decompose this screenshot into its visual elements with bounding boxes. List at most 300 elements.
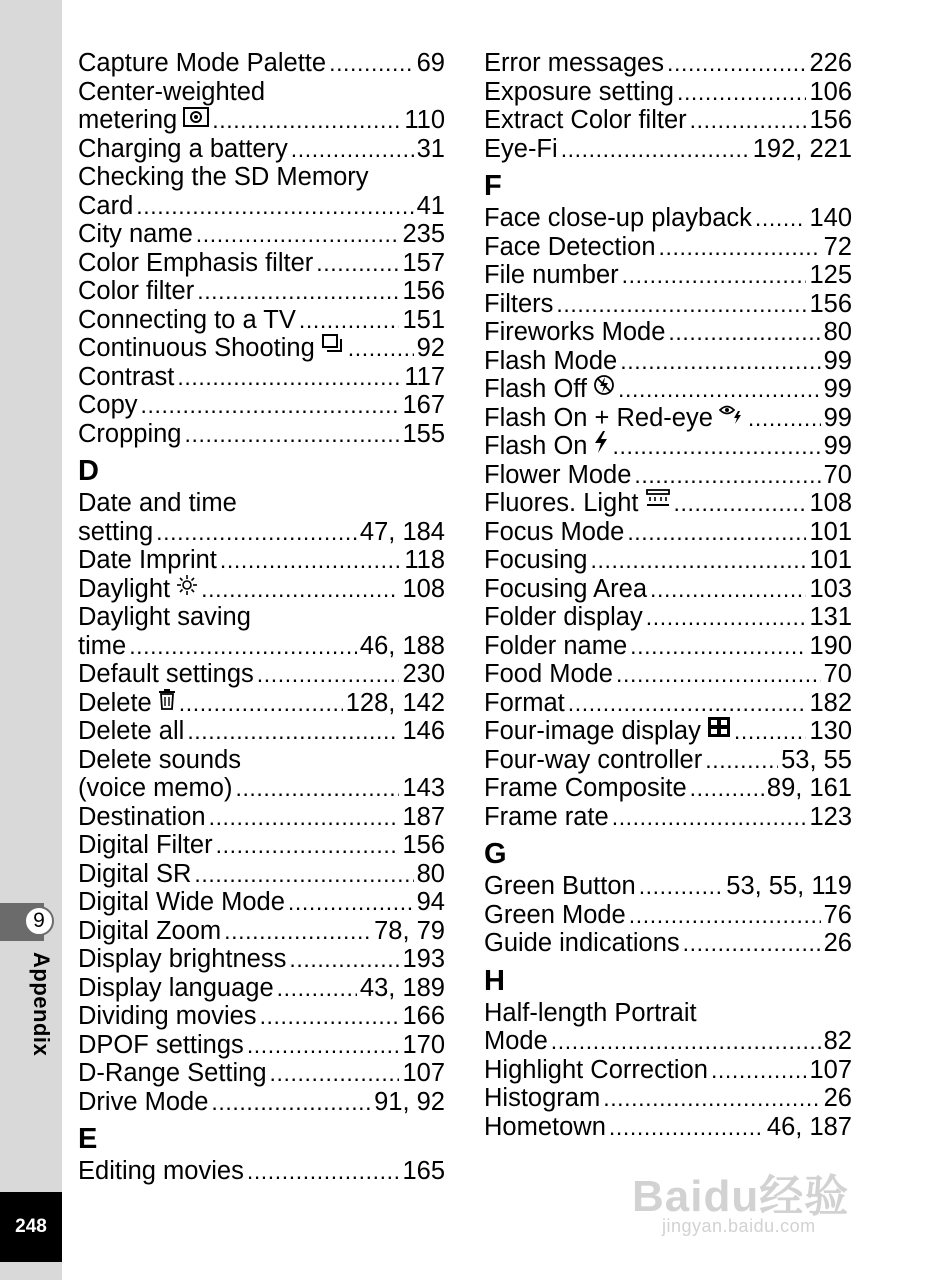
four-grid-icon (707, 716, 731, 745)
dot-leader (568, 689, 807, 718)
entry-page: 89, 161 (766, 774, 852, 802)
entry-term (78, 746, 241, 774)
index-entry-editing-movies (78, 1157, 445, 1186)
index-entry-delete-sounds (78, 746, 445, 775)
index-entry-center-weighted (78, 78, 445, 107)
entry-page: 53, 55, 119 (726, 872, 852, 900)
index-entry-four-image-display (484, 717, 852, 746)
entry-page: 156 (809, 106, 852, 134)
entry-term-text: Fireworks Mode (484, 318, 666, 346)
entry-term (78, 489, 237, 517)
entry-term (484, 999, 697, 1027)
entry-page: 46, 187 (766, 1112, 852, 1141)
section-f (484, 204, 852, 831)
entry-term (78, 831, 213, 860)
index-entry-four-way-controller (484, 746, 852, 775)
entry-page: 156 (402, 831, 445, 859)
index-entry-highlight-correction (484, 1056, 852, 1085)
index-entry-face-close-up-playback (484, 204, 852, 233)
dot-leader (677, 78, 807, 107)
entry-term-text: Face Detection (484, 232, 656, 261)
dot-leader (690, 774, 764, 803)
entry-term-text: Delete all (78, 717, 185, 745)
index-entry-contrast (78, 363, 445, 392)
section-e-left (78, 1157, 445, 1186)
index-entry-flash-off (484, 375, 852, 404)
entry-page: 110 (404, 106, 445, 134)
entry-page: 106 (809, 77, 852, 106)
entry-term (78, 306, 296, 335)
entry-term-text: Folder name (484, 631, 628, 660)
watermark-brand: Baidu经验 (632, 1172, 850, 1221)
entry-term-text: Four-way controller (484, 745, 703, 774)
entry-term-text: Contrast (78, 362, 175, 391)
entry-page: 99 (823, 403, 852, 432)
index-entry-file-number (484, 261, 852, 290)
entry-page: 70 (823, 660, 852, 688)
index-entry-green-mode (484, 901, 852, 930)
index-entry-focusing-area (484, 575, 852, 604)
dot-leader (627, 518, 806, 547)
entry-term (484, 461, 631, 490)
entry-term-text: Drive Mode (78, 1087, 209, 1116)
entry-page: 193 (402, 945, 445, 973)
entry-term-text: Half-length Portrait (484, 998, 697, 1027)
entry-page: 140 (809, 204, 852, 232)
index-entry-hometown (484, 1113, 852, 1142)
index-entry-green-button (484, 872, 852, 901)
entry-term-text: Highlight Correction (484, 1055, 708, 1084)
dot-leader (639, 872, 724, 901)
entry-page: 78, 79 (374, 916, 445, 945)
entry-term-text: Color Emphasis filter (78, 248, 314, 277)
entry-term (78, 546, 217, 575)
entry-term-text: Digital Wide Mode (78, 888, 285, 916)
index-entry-d-range-setting (78, 1059, 445, 1088)
dot-leader (690, 106, 807, 135)
entry-page: 123 (809, 802, 852, 831)
entry-term-text: Default settings (78, 660, 254, 688)
index-entry-digital-zoom (78, 917, 445, 946)
entry-term (484, 347, 617, 376)
entry-term-text: Daylight (78, 574, 171, 603)
entry-page: 107 (809, 1055, 852, 1084)
entry-term (484, 432, 609, 461)
index-entry-flash-on-red-eye (484, 404, 852, 433)
dot-leader (561, 135, 750, 164)
entry-term-text: metering (78, 106, 178, 134)
index-entry-continuous-shooting (78, 334, 445, 363)
sidebar-strip (0, 0, 62, 1280)
entry-term (484, 233, 656, 262)
index-entry-copy (78, 391, 445, 420)
entry-term-text: Display brightness (78, 945, 287, 973)
entry-term-text: Flash On + Red-eye (484, 403, 713, 432)
entry-term (484, 1056, 708, 1085)
entry-term (484, 489, 671, 518)
entry-term-text: Folder display (484, 603, 643, 631)
dot-leader (616, 660, 821, 689)
dot-leader (748, 404, 821, 433)
entry-term (78, 689, 176, 718)
sun-icon (176, 574, 198, 603)
entry-page: 80 (823, 318, 852, 346)
entry-page: 166 (402, 1002, 445, 1030)
index-entry-checking-the-sd-memory (78, 163, 445, 192)
entry-term (78, 391, 138, 420)
dot-leader (141, 391, 400, 420)
metering-icon (183, 105, 209, 134)
entry-term (78, 860, 191, 889)
entry-term-text: Focus Mode (484, 517, 625, 546)
index-entry-filters (484, 290, 852, 319)
section-heading-h: H (484, 964, 505, 997)
entry-term (78, 518, 153, 547)
entry-term (78, 363, 174, 392)
entry-term (78, 192, 133, 221)
index-entry-display-brightness (78, 945, 445, 974)
chapter-tab (0, 903, 62, 941)
dot-leader (629, 901, 821, 930)
entry-term-text: Exposure setting (484, 77, 674, 106)
entry-term (78, 1031, 244, 1060)
entry-term (484, 375, 615, 404)
dot-leader (220, 546, 401, 575)
entry-term-text: Daylight saving (78, 603, 251, 631)
index-entry-capture-mode-palette (78, 49, 445, 78)
entry-term (484, 106, 687, 135)
watermark (632, 1160, 872, 1240)
index-entry-extract-color-filter (484, 106, 852, 135)
index-entry-food-mode (484, 660, 852, 689)
entry-page: 82 (823, 1027, 852, 1055)
dot-leader (291, 135, 414, 164)
entry-page: 192, 221 (752, 134, 852, 163)
entry-page: 108 (809, 489, 852, 517)
entry-term-text: Focusing Area (484, 574, 648, 603)
entry-term-text: Delete sounds (78, 745, 242, 774)
dot-leader (329, 49, 414, 78)
entry-term (78, 974, 274, 1003)
entry-page: 226 (809, 49, 852, 77)
index-column-right (484, 49, 852, 1141)
section-h (484, 999, 852, 1142)
entry-term (484, 546, 587, 575)
dot-leader (288, 888, 414, 917)
dot-leader (622, 261, 807, 290)
entry-page: 26 (823, 1084, 852, 1112)
entry-term (78, 106, 209, 135)
index-entry-destination (78, 803, 445, 832)
entry-term (78, 888, 285, 917)
entry-term-text: Digital SR (78, 859, 192, 888)
dot-leader (620, 347, 820, 376)
entry-term-text: D-Range Setting (78, 1059, 267, 1087)
entry-term-text: Frame Composite (484, 774, 687, 802)
dot-leader (197, 277, 399, 306)
index-entry-color-filter (78, 277, 445, 306)
dot-leader (755, 204, 807, 233)
dot-leader (299, 306, 400, 335)
section-heading-g: G (484, 838, 507, 870)
chapter-number: 9 (24, 906, 54, 936)
index-entry-half-length-portrait (484, 999, 852, 1028)
entry-term-text: Four-image display (484, 717, 701, 745)
entry-term (78, 163, 369, 191)
index-entry-frame-rate (484, 803, 852, 832)
dot-leader (556, 290, 806, 319)
dot-leader (711, 1056, 807, 1085)
entry-page: 130 (809, 717, 852, 745)
index-entry-face-detection (484, 233, 852, 262)
entry-term (78, 249, 313, 278)
flash-off-icon (593, 374, 615, 403)
entry-term-text: Digital Zoom (78, 916, 222, 945)
index-entry-voice-memo (78, 774, 445, 803)
dot-leader (590, 546, 806, 575)
entry-page: 117 (404, 362, 445, 391)
index-entry-fluores-light (484, 489, 852, 518)
entry-term (78, 277, 194, 306)
index-entry-setting (78, 518, 445, 547)
entry-term (484, 290, 553, 319)
index-entry-drive-mode (78, 1088, 445, 1117)
entry-page: 72 (823, 232, 852, 261)
trash-icon (158, 688, 176, 717)
index-entry-daylight-saving (78, 603, 445, 632)
entry-page: 131 (809, 603, 852, 631)
entry-term (484, 1027, 548, 1056)
index-entry-fireworks-mode (484, 318, 852, 347)
index-entry-connecting-to-a-tv (78, 306, 445, 335)
entry-term-text: Guide indications (484, 929, 680, 957)
section-heading-f: F (484, 170, 502, 202)
entry-term (78, 917, 221, 946)
index-entry-city-name (78, 220, 445, 249)
index-entry-guide-indications (484, 929, 852, 958)
entry-term (484, 135, 558, 164)
index-entry-color-emphasis-filter (78, 249, 445, 278)
entry-term (484, 901, 626, 930)
index-entry-daylight (78, 575, 445, 604)
entry-term (78, 334, 345, 363)
entry-term-text: Hometown (484, 1112, 606, 1141)
dot-leader (257, 660, 400, 689)
entry-page: 76 (823, 900, 852, 929)
entry-term (484, 204, 752, 233)
dot-leader (705, 746, 778, 775)
entry-term-text: Continuous Shooting (78, 334, 315, 362)
entry-page: 167 (402, 391, 445, 419)
entry-term-text: Editing movies (78, 1157, 244, 1185)
entry-term-text: Delete (78, 688, 152, 717)
dot-leader (129, 632, 357, 661)
entry-term-text: Eye-Fi (484, 134, 558, 163)
entry-page: 182 (809, 688, 852, 717)
chapter-label: Appendix (29, 952, 54, 1057)
entry-page: 187 (402, 802, 445, 831)
entry-term-text: File number (484, 261, 619, 289)
index-entry-cropping (78, 420, 445, 449)
entry-term (484, 660, 613, 689)
entry-page: 70 (823, 460, 852, 489)
entry-term (78, 135, 288, 164)
dot-leader (156, 518, 357, 547)
entry-page: 128, 142 (345, 688, 445, 717)
index-entry-display-language (78, 974, 445, 1003)
entry-page: 43, 189 (359, 973, 445, 1002)
entry-page: 47, 184 (359, 517, 445, 546)
index-entry-metering (78, 106, 445, 135)
section-heading-d: D (78, 455, 99, 487)
dot-leader (270, 1059, 400, 1088)
page-number: 248 (0, 1192, 62, 1262)
dot-leader (630, 632, 806, 661)
index-entry-flash-mode (484, 347, 852, 376)
entry-term (78, 717, 184, 746)
entry-term (78, 1059, 267, 1088)
entry-page: 155 (402, 419, 445, 448)
dot-leader (209, 803, 400, 832)
entry-page: 92 (416, 334, 445, 362)
dot-leader (734, 717, 807, 746)
index-entry-digital-wide-mode (78, 888, 445, 917)
entry-page: 101 (809, 517, 852, 546)
entry-page: 165 (402, 1157, 445, 1185)
entry-term (78, 1157, 244, 1186)
entry-term-text: Cropping (78, 419, 182, 448)
entry-term (484, 318, 665, 347)
entry-term-text: Frame rate (484, 802, 609, 831)
section-heading-e: E (78, 1123, 98, 1155)
index-entry-delete-all (78, 717, 445, 746)
entry-page: 118 (404, 546, 445, 574)
entry-page: 41 (416, 191, 445, 220)
dot-leader (179, 689, 343, 718)
entry-page: 235 (402, 220, 445, 248)
entry-term (78, 49, 326, 78)
index-entry-digital-filter (78, 831, 445, 860)
entry-term-text: Extract Color filter (484, 106, 687, 134)
entry-page: 94 (416, 888, 445, 916)
entry-term (78, 632, 126, 661)
entry-term (484, 803, 609, 832)
index-entry-flash-on (484, 432, 852, 461)
entry-page: 146 (402, 717, 445, 745)
entry-page: 151 (402, 305, 445, 334)
entry-term-text: Dividing movies (78, 1002, 257, 1030)
red-eye-icon (719, 403, 745, 432)
entry-term-text: Filters (484, 289, 554, 318)
entry-term (78, 660, 254, 689)
index-entry-flower-mode (484, 461, 852, 490)
index-entry-exposure-setting (484, 78, 852, 107)
dot-leader (136, 192, 413, 221)
entry-page: 99 (823, 375, 852, 403)
entry-term (484, 1113, 606, 1142)
entry-term (484, 872, 636, 901)
dot-leader (659, 233, 821, 262)
dot-leader (224, 917, 371, 946)
entry-term-text: Focusing (484, 546, 588, 574)
entry-page: 157 (402, 248, 445, 277)
dot-leader (683, 929, 821, 958)
entry-page: 91, 92 (374, 1087, 445, 1116)
index-entry-delete (78, 689, 445, 718)
index-column-left (78, 49, 445, 1186)
dot-leader (612, 432, 820, 461)
dot-leader (551, 1027, 821, 1056)
index-entry-folder-name (484, 632, 852, 661)
index-entry-time (78, 632, 445, 661)
entry-term (78, 603, 251, 631)
index-entry-dividing-movies (78, 1002, 445, 1031)
index-entry-date-imprint (78, 546, 445, 575)
entry-page: 190 (809, 631, 852, 660)
entry-term-text: Food Mode (484, 660, 613, 688)
entry-page: 53, 55 (781, 745, 852, 774)
entry-term (78, 575, 198, 604)
index-entry-date-and-time (78, 489, 445, 518)
dot-leader (216, 831, 400, 860)
entry-term (484, 404, 745, 433)
dot-leader (612, 803, 807, 832)
index-entry-mode (484, 1027, 852, 1056)
section-e-right (484, 49, 852, 163)
index-entry-folder-display (484, 603, 852, 632)
dot-leader (650, 575, 806, 604)
entry-term-text: Flower Mode (484, 460, 632, 489)
entry-term (78, 78, 265, 106)
entry-page: 103 (809, 574, 852, 603)
entry-term-text: Destination (78, 802, 206, 831)
entry-term (484, 518, 624, 547)
dot-leader (247, 1157, 400, 1186)
entry-term-text: Date Imprint (78, 546, 217, 574)
entry-page: 108 (402, 574, 445, 603)
entry-term-text: Flash Off (484, 375, 587, 403)
dot-leader (211, 1088, 371, 1117)
entry-term-text: Charging a battery (78, 134, 288, 163)
index-entry-eye-fi (484, 135, 852, 164)
dot-leader (603, 1084, 820, 1113)
entry-term (484, 603, 643, 632)
dot-leader (194, 860, 413, 889)
dot-leader (668, 318, 820, 347)
entry-term (484, 575, 647, 604)
index-entry-default-settings (78, 660, 445, 689)
entry-page: 101 (809, 546, 852, 574)
entry-term-text: Fluores. Light (484, 489, 639, 517)
dot-leader (235, 774, 399, 803)
dot-leader (646, 603, 807, 632)
entry-term (484, 717, 731, 746)
dot-leader (196, 220, 400, 249)
index-entry-digital-sr (78, 860, 445, 889)
flash-icon (593, 430, 609, 461)
entry-term (484, 689, 565, 718)
entry-term-text: Green Button (484, 872, 636, 900)
entry-term-text: (voice memo) (78, 774, 233, 802)
section-d (78, 489, 445, 1116)
entry-term-text: Center-weighted (78, 77, 266, 106)
entry-term-text: Histogram (484, 1084, 601, 1112)
entry-term-text: City name (78, 220, 193, 248)
entry-term (78, 774, 232, 803)
entry-term-text: Digital Filter (78, 831, 213, 859)
entry-term-text: Mode (484, 1027, 548, 1055)
entry-term-text: Error messages (484, 49, 664, 77)
